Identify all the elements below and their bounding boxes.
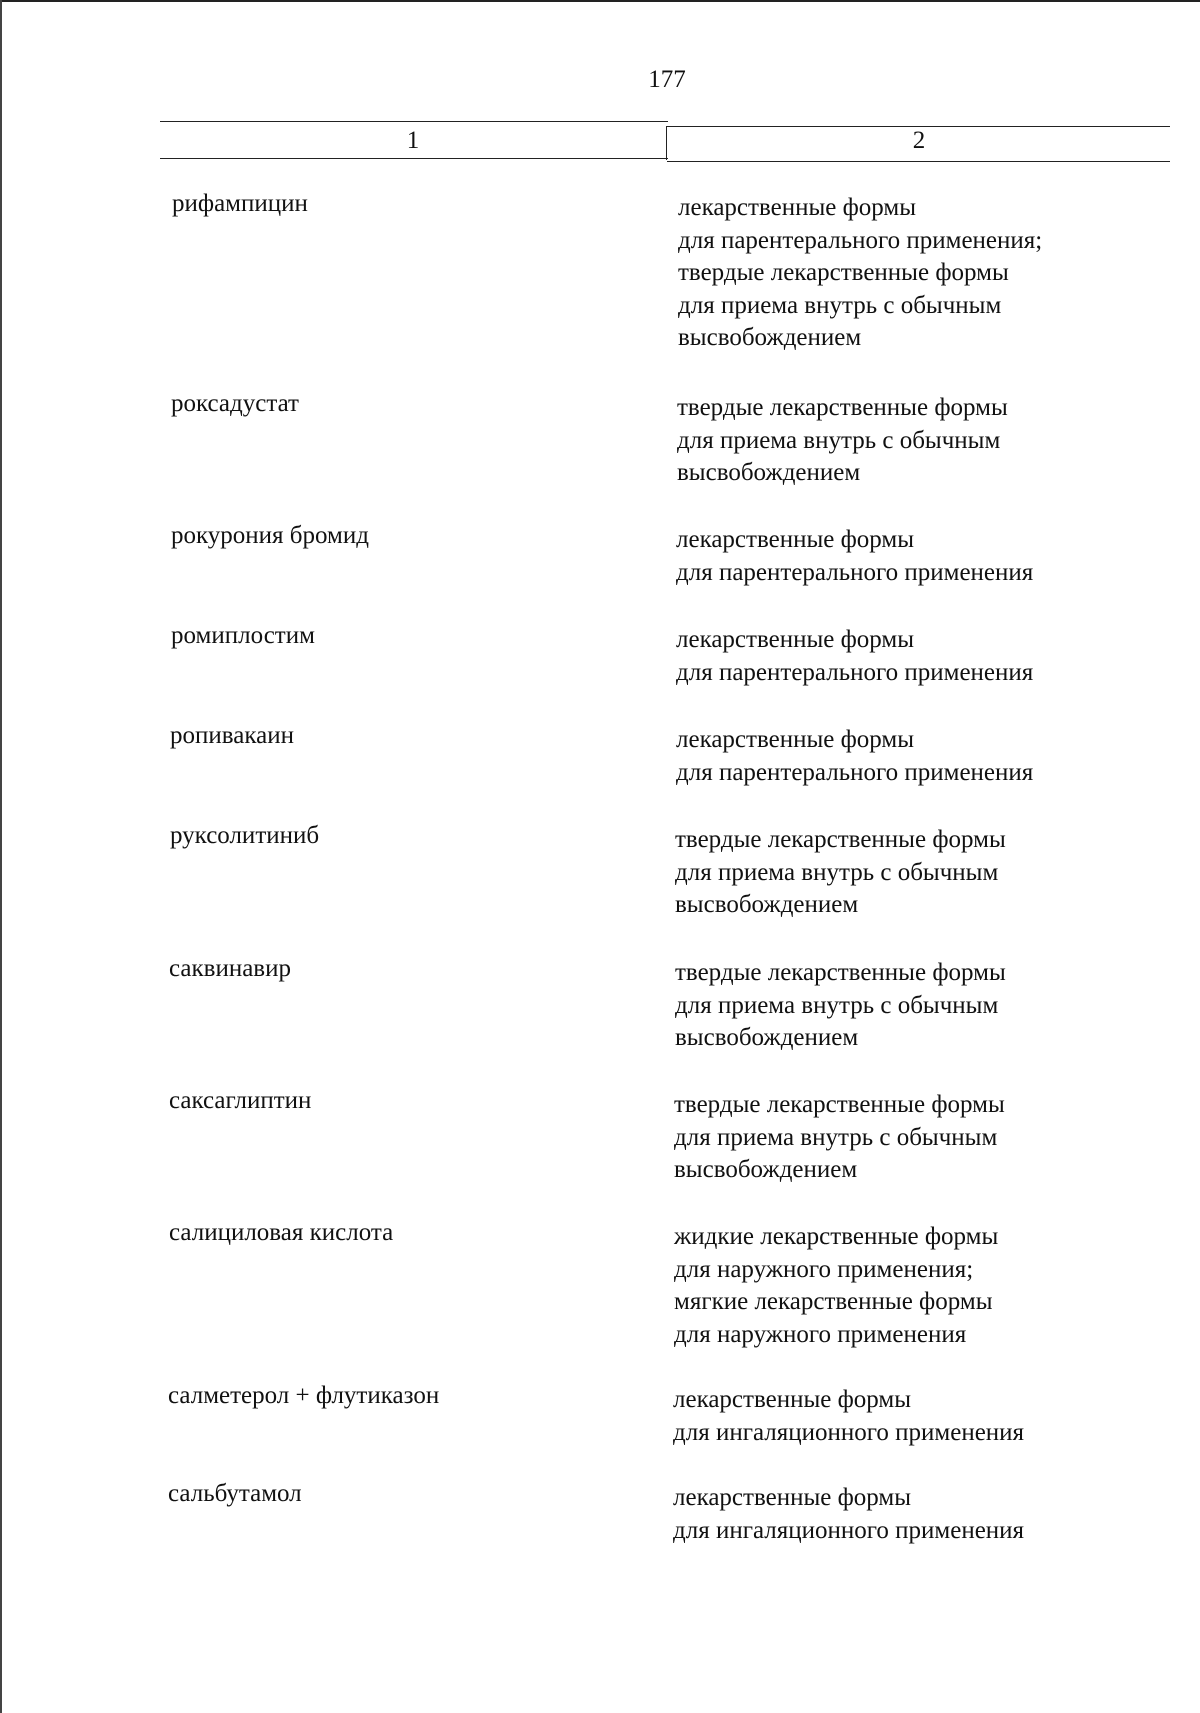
dosage-form-line: для приема внутрь с обычным (677, 426, 1001, 454)
drug-name: саксаглиптин (169, 1087, 312, 1114)
dosage-forms (675, 824, 1006, 922)
table-header-bottom-rule-left (160, 158, 668, 159)
dosage-form-line: мягкие лекарственные формы (674, 1288, 993, 1316)
drug-name: рокурония бромид (171, 522, 369, 549)
dosage-form-line: для приема внутрь с обычным (675, 858, 999, 886)
dosage-form-line: для парентерального применения; (678, 226, 1043, 254)
dosage-forms (673, 1482, 1024, 1547)
dosage-form-line: твердые лекарственные формы (675, 959, 1006, 986)
dosage-form-line: для наружного применения (674, 1320, 967, 1348)
table-header-bottom-rule-right (667, 161, 1170, 162)
dosage-forms (674, 1221, 998, 1351)
drug-name: рифампицин (172, 190, 308, 217)
scan-edge-top (0, 0, 1200, 2)
dosage-forms (677, 392, 1008, 490)
dosage-form-line: высвобождением (675, 1024, 859, 1052)
dosage-form-line: твердые лекарственные формы (678, 259, 1009, 287)
dosage-form-line: лекарственные формы (673, 1484, 912, 1511)
dosage-form-line: высвобождением (675, 891, 859, 919)
dosage-form-line: твердые лекарственные формы (675, 826, 1006, 853)
dosage-form-line: высвобождением (674, 1156, 858, 1184)
dosage-forms (675, 957, 1006, 1055)
dosage-form-line: лекарственные формы (673, 1386, 912, 1413)
column-header-1: 1 (406, 127, 420, 154)
dosage-form-line: твердые лекарственные формы (677, 394, 1008, 421)
dosage-form-line: высвобождением (677, 459, 861, 487)
dosage-forms (673, 1384, 1024, 1449)
dosage-forms (674, 1089, 1005, 1187)
dosage-forms (676, 524, 1033, 589)
drug-name: сальбутамол (168, 1480, 302, 1507)
drug-name: руксолитиниб (170, 822, 320, 849)
drug-name: ромиплостим (171, 622, 315, 649)
scan-edge-left (0, 0, 2, 1713)
drug-name: салициловая кислота (169, 1219, 394, 1246)
dosage-form-line: лекарственные формы (676, 626, 915, 653)
column-header-2: 2 (912, 127, 926, 154)
dosage-form-line: твердые лекарственные формы (674, 1091, 1005, 1118)
dosage-form-line: для приема внутрь с обычным (675, 991, 999, 1019)
dosage-form-line: лекарственные формы (678, 194, 917, 221)
dosage-forms (676, 624, 1033, 689)
drug-name: салметерол + флутиказон (168, 1382, 440, 1409)
drug-name: ропивакаин (170, 722, 294, 749)
dosage-form-line: высвобождением (678, 324, 862, 352)
drug-name: саквинавир (169, 955, 291, 982)
page-number: 177 (648, 66, 686, 93)
dosage-form-line: для парентерального применения (676, 558, 1034, 586)
dosage-form-line: для ингаляционного применения (673, 1418, 1025, 1446)
drug-name: роксадустат (171, 390, 299, 417)
dosage-form-line: для наружного применения; (674, 1255, 974, 1283)
dosage-form-line: для парентерального применения (676, 758, 1034, 786)
dosage-form-line: для приема внутрь с обычным (674, 1123, 998, 1151)
dosage-form-line: для парентерального применения (676, 658, 1034, 686)
dosage-form-line: жидкие лекарственные формы (674, 1223, 999, 1250)
dosage-form-line: для приема внутрь с обычным (678, 291, 1002, 319)
table-header-column-divider (666, 126, 667, 160)
dosage-form-line: лекарственные формы (676, 726, 915, 753)
dosage-forms (676, 724, 1033, 789)
dosage-forms (678, 192, 1042, 355)
table-header-top-rule-left (160, 121, 668, 122)
dosage-form-line: для ингаляционного применения (673, 1516, 1025, 1544)
dosage-form-line: лекарственные формы (676, 526, 915, 553)
